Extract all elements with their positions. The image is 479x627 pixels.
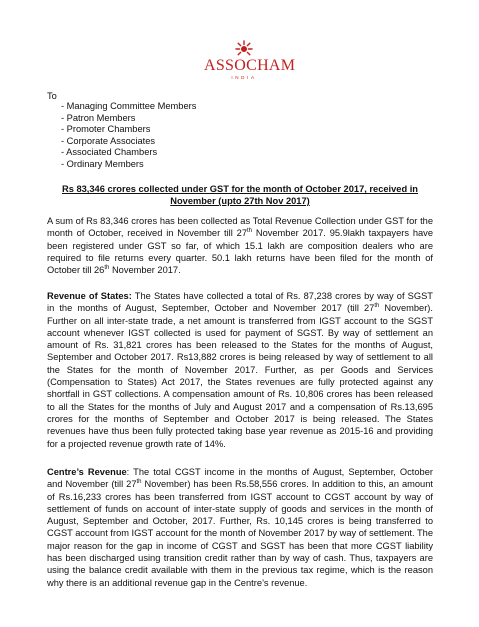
recipient-item: - Corporate Associates	[61, 135, 156, 146]
centre-revenue-paragraph	[47, 466, 433, 589]
paragraph-text: November) has been Rs.58,556 crores. In addition to this, an amount of Rs.16,233 crores has been transferred from IGST account to CGST account by way of settlement of funds on account of inter-state supply of goods and services in the month of August, September and October, 2017. Further, Rs. 10,145 crores is being transferred to CGST account from IGST account for the month of November 2017 by way of settlement. The major reason for the gap in income of CGST and SGST has been that more CGST liability has been discharged using transition credit rather than by way of cash. Thus, taxpayers are using the balance credit available with them in the previous tax regime, which is the reason why there is an additional revenue gap in the Centre’s revenue.	[47, 479, 434, 588]
states-revenue-paragraph	[47, 290, 433, 450]
recipient-item: - Managing Committee Members	[61, 101, 197, 111]
paragraph-text: November 2017.	[109, 265, 181, 276]
paragraph-text: November 2017. 95.9lakh taxpayers have been registered under GST so far, of which 15.1 lakh are composition dealers who are required to file returns every quarter. 50.1 lakh returns have been filed for the month of October till 26	[47, 228, 433, 276]
ordinal-suffix: th	[136, 479, 142, 486]
recipient-item: - Patron Members	[61, 112, 136, 123]
paragraph-text: November). Further on all inter-state trade, a net amount is transferred from IGST account to the SGST account whenever IGST collected is used for payment of SGST. By way of settlement an amount of Rs. 31,821 crores has been released to the States for the months of August, September and October 2017. Rs13,882 crores is being released by way of settlement to all the States for the month of November 2017. Further, as per Goods and Services (Compensation to States) Act 2017, the States revenues are fully protected against any shortfall in GST collections. A compensation amount of Rs. 10,806 crores has been released to all the States for the months of July and August 2017 and a compensation of Rs.13,695 crores for the months of September and October 2017 is being released. The States revenues have thus been fully protected taking base year revenue as 2015-16 and providing for a projected revenue growth rate of 14%.	[47, 303, 433, 449]
paragraph-text: A sum of Rs 83,346 crores has been collected as Total Revenue Collection under GST for the month of October, received in November till 27	[47, 216, 433, 239]
subject-line-1: Rs 83,346 crores collected under GST for the month of October 2017, received in	[62, 184, 418, 194]
recipient-item: - Associated Chambers	[61, 147, 158, 157]
paragraph-text: The States have collected a total of Rs. 87,238 crores by way of SGST in the months of August, September, October and November 2017 (till 27	[47, 291, 433, 314]
logo-wordmark: ASSOCHAM	[204, 57, 296, 74]
to-label: To	[47, 91, 57, 101]
assocham-logo	[204, 40, 296, 84]
recipient-list	[61, 101, 196, 170]
subject-line-2: November (upto 27th Nov 2017)	[170, 196, 310, 206]
recipient-item: - Ordinary Members	[61, 158, 144, 169]
recipient-item: - Promoter Chambers	[61, 124, 151, 134]
ordinal-suffix: th	[247, 228, 253, 235]
paragraph-text: : The total CGST income in the months of August, September, October and November (till 27	[47, 467, 433, 490]
collection-summary-paragraph	[47, 215, 433, 276]
states-revenue-heading: Revenue of States:	[47, 291, 132, 301]
ordinal-suffix: th	[104, 265, 110, 272]
subject-heading	[40, 183, 440, 207]
centre-revenue-heading: Centre’s Revenue	[47, 467, 127, 477]
ordinal-suffix: th	[374, 303, 380, 310]
sun-emblem-icon	[235, 40, 253, 58]
logo-subtitle: INDIA	[231, 75, 257, 80]
